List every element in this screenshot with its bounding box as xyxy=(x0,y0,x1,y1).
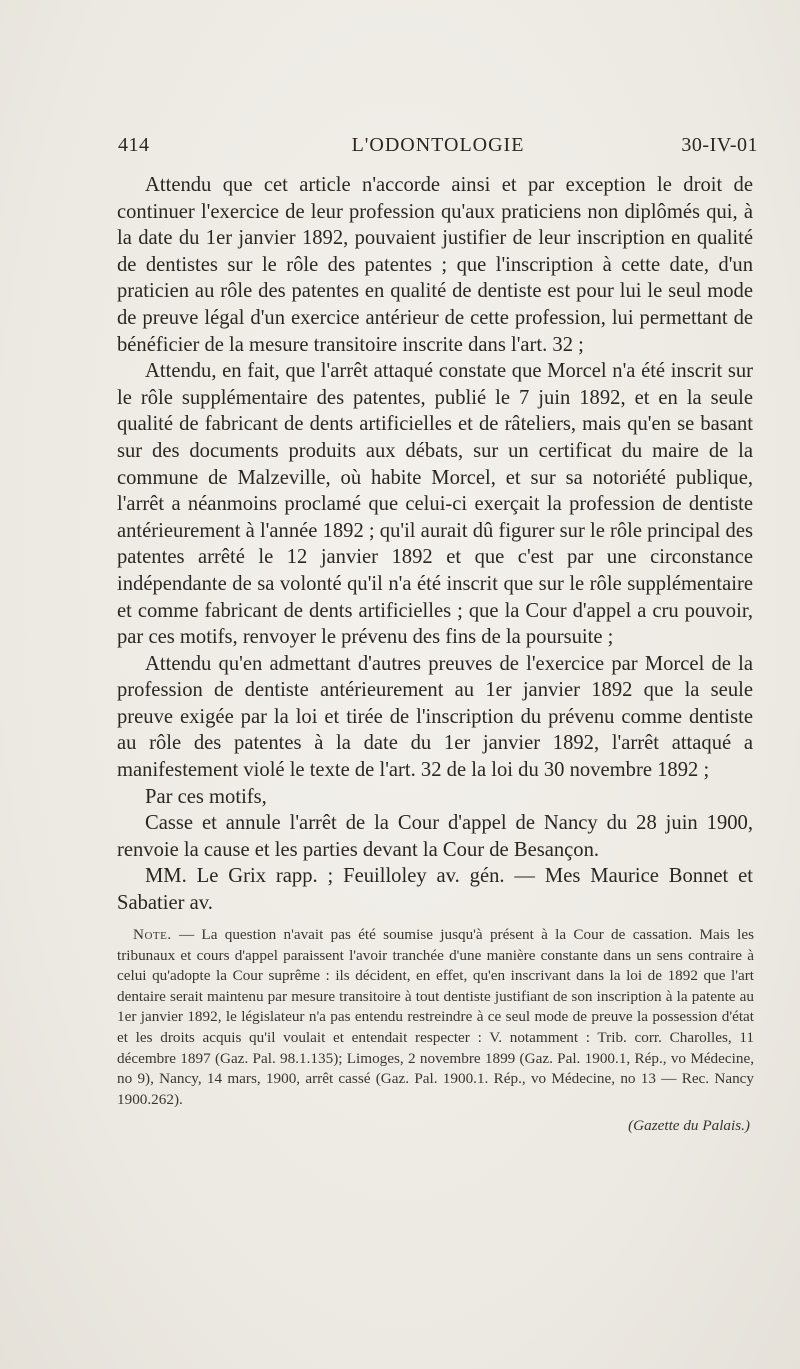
running-header xyxy=(118,134,758,164)
paragraph-1: Attendu que cet article n'accorde ainsi et par exception le droit de continuer l'exercice de leur profession qu'aux praticiens non diplômés qui, à la date du 1er janvier 1892, pouvaient justifier de leur inscription en qualité de dentistes sur le rôle des patentes ; que l'inscription à cette date, d'un praticien au rôle des patentes en qualité de dentiste est pour lui le seul mode de preuve légal d'un exercice antérieur de cette profession, lui permettant de bénéficier de la mesure transitoire inscrite dans l'art. 32 ; xyxy=(117,174,753,356)
paragraph-5: Casse et annule l'arrêt de la Cour d'appel de Nancy du 28 juin 1900, renvoie la cause et les parties devant la Cour de Besançon. xyxy=(117,812,753,861)
paragraph-4: Par ces motifs, xyxy=(145,785,267,808)
page-number: 414 xyxy=(118,134,150,156)
issue-date: 30-IV-01 xyxy=(681,134,758,156)
note-paragraph xyxy=(117,925,754,1110)
note-text: — La question n'avait pas été soumise jusqu'à présent à la Cour de cassation. Mais les tribunaux et cours d'appel paraissent l'avoir tranchée d'une manière constante dans un sens contraire à celui qu'adopte la Cour suprême : ils décident, en effet, qu'en inscrivant dans la loi de 1892 que l'art dentaire serait maintenu par mesure transitoire à tout dentiste justifiant de son inscription à la patente au 1er janvier 1892, le législateur n'a pas entendu restreindre à ce seul mode de preuve la possession d'état et les droits acquis qu'il voulait et entendait respecter : V. notamment : Trib. corr. Charolles, 11 décembre 1897 (Gaz. Pal. 98.1.135); Limoges, 2 novembre 1899 (Gaz. Pal. 1900.1, Rép., vo Médecine, no 9), Nancy, 14 mars, 1900, arrêt cassé (Gaz. Pal. 1900.1. Rép., vo Médecine, no 13 — Rec. Nancy 1900.262). xyxy=(117,926,754,1108)
journal-title: L'ODONTOLOGIE xyxy=(351,134,525,156)
body-text xyxy=(117,172,753,917)
footnote xyxy=(117,925,754,1137)
note-source: (Gazette du Palais.) xyxy=(628,1117,750,1135)
note-label: Note. xyxy=(133,926,172,943)
paragraph-6: MM. Le Grix rapp. ; Feuilloley av. gén. — Mes Maurice Bonnet et Sabatier av. xyxy=(117,865,753,915)
paragraph-2: Attendu, en fait, que l'arrêt attaqué constate que Morcel n'a été inscrit sur le rôle supplémentaire des patentes, publié le 7 juin 1892, et en la seule qualité de fabricant de dents artificielles et de râteliers, mais qu'en se basant sur des documents produits aux débats, sur un certificat du maire de la commune de Malzeville, où habite Morcel, et sur sa notoriété publique, l'arrêt a néanmoins proclamé que celui-ci exerçait la profession de dentiste antérieurement à l'année 1892 ; qu'il aurait dû figurer sur le rôle principal des patentes arrêté le 12 janvier 1892 et que c'est par une circonstance indépendante de sa volonté qu'il n'a été inscrit que sur le rôle supplémentaire et comme fabricant de dents artificielles ; que la Cour d'appel a cru pouvoir, par ces motifs, renvoyer le prévenu des fins de la poursuite ; xyxy=(117,360,753,649)
paragraph-3: Attendu qu'en admettant d'autres preuves de l'exercice par Morcel de la profession de dentiste antérieurement au 1er janvier 1892 que la seule preuve exigée par la loi et tirée de l'inscription du prévenu comme dentiste au rôle des patentes à la date du 1er janvier 1892, l'arrêt attaqué a manifestement violé le texte de l'art. 32 de la loi du 30 novembre 1892 ; xyxy=(117,652,753,782)
